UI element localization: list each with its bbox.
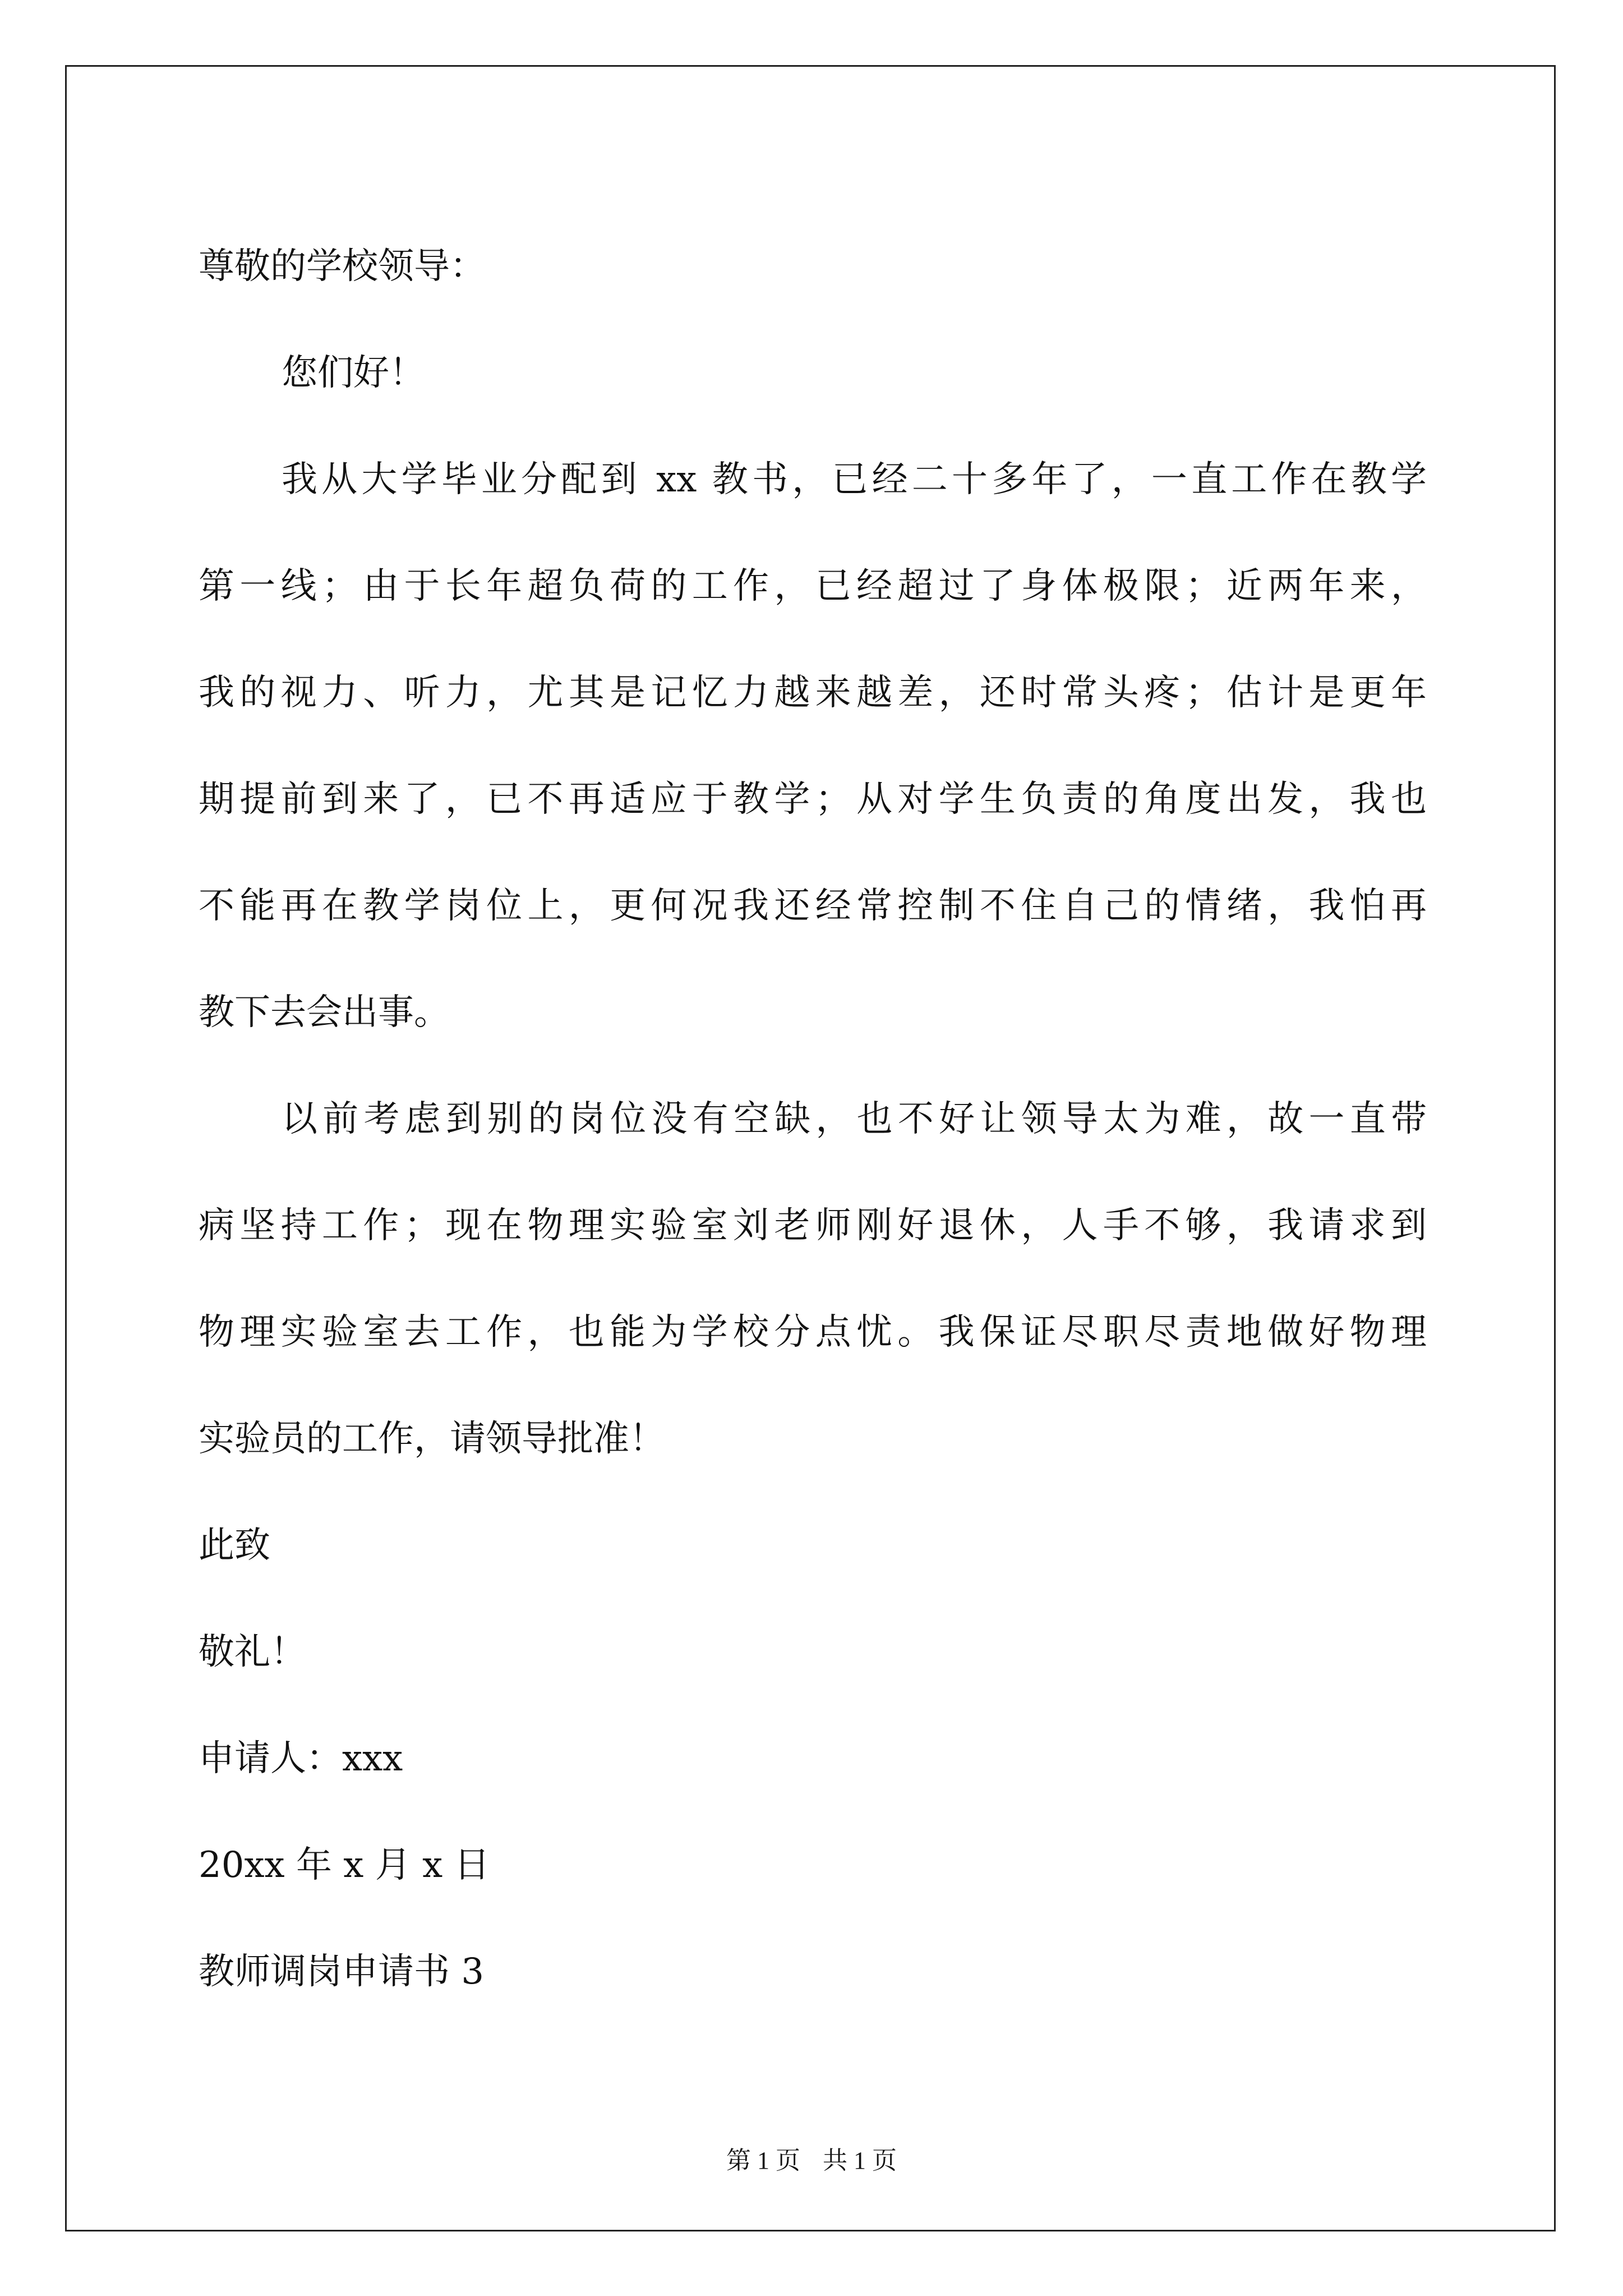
applicant: 申请人：xxx <box>199 1738 403 1779</box>
greeting: 您们好！ <box>282 352 425 394</box>
closing-jing-li: 敬礼！ <box>199 1631 306 1673</box>
letter-body <box>199 213 1427 2025</box>
para2-line-2: 病坚持工作；现在物理实验室刘老师刚好退休，人手不够，我请求到 <box>199 1205 1427 1246</box>
closing-ci-zhi: 此致 <box>199 1525 270 1566</box>
para1-line-5: 不能再在教学岗位上，更何况我还经常控制不住自己的情绪，我怕再 <box>199 885 1427 927</box>
next-title: 教师调岗申请书 3 <box>199 1951 485 1993</box>
para1-line-3: 我的视力、听力，尤其是记忆力越来越差，还时常头疼；估计是更年 <box>199 672 1427 714</box>
para1-line-1: 我从大学毕业分配到 xx 教书，已经二十多年了，一直工作在教学 <box>282 459 1427 500</box>
page-total: 共 1 页 <box>823 2147 897 2174</box>
para1-line-4: 期提前到来了，已不再适应于教学；从对学生负责的角度出发，我也 <box>199 779 1427 820</box>
para1-line-2: 第一线；由于长年超负荷的工作，已经超过了身体极限；近两年来， <box>199 565 1427 607</box>
para2-line-3: 物理实验室去工作，也能为学校分点忧。我保证尽职尽责地做好物理 <box>199 1312 1427 1353</box>
page-footer <box>0 2140 1623 2176</box>
salutation: 尊敬的学校领导： <box>199 246 486 287</box>
page-number: 第 1 页 <box>726 2147 800 2174</box>
date: 20xx 年 x 月 x 日 <box>199 1844 490 1886</box>
para2-line-1: 以前考虑到别的岗位没有空缺，也不好让领导太为难，故一直带 <box>282 1098 1427 1140</box>
para2-line-4: 实验员的工作，请领导批准！ <box>199 1418 665 1460</box>
para1-line-6: 教下去会出事。 <box>199 992 450 1033</box>
